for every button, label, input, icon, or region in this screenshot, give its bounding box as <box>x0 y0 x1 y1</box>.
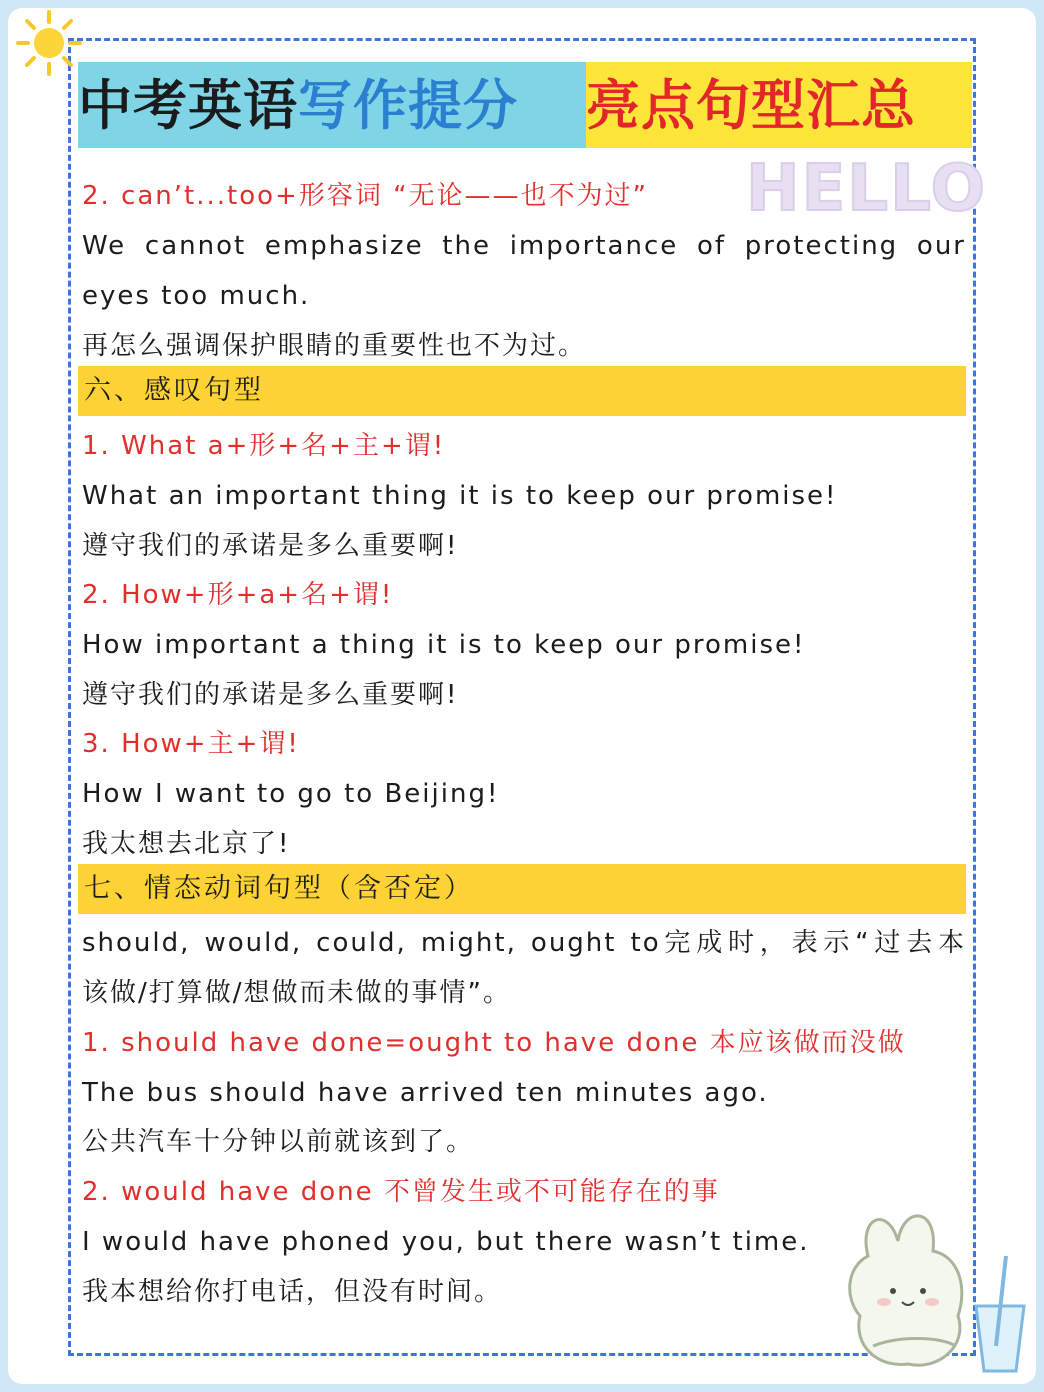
title-right <box>586 62 972 148</box>
title-left <box>78 62 586 148</box>
example-cn: 我本想给你打电话，但没有时间。 <box>82 1277 503 1307</box>
section-heading-modal: 七、情态动词句型（含否定） <box>78 864 966 914</box>
bunny-drink-illustration <box>828 1196 1036 1376</box>
pattern-heading: 2. can’t...too+形容词 “无论——也不为过” <box>82 181 649 211</box>
pattern-heading: 2. How+形+a+名+谓! <box>82 580 394 610</box>
example-cn: 再怎么强调保护眼睛的重要性也不为过。 <box>82 331 587 361</box>
section-heading-exclamation: 六、感叹句型 <box>78 366 966 416</box>
hello-sticker-text: HELLO <box>746 152 987 226</box>
example-cn: 遵守我们的承诺是多么重要啊! <box>82 531 459 561</box>
pattern-heading: 3. How+主+谓! <box>82 729 300 759</box>
example-en: We cannot emphasize the importance of protecting our <box>82 231 966 261</box>
pattern-heading: 1. What a+形+名+主+谓! <box>82 431 446 461</box>
title-part-1: 中考英语 <box>78 73 298 137</box>
title-part-3: 亮点句型汇总 <box>586 73 916 137</box>
title-part-2: 写作提分 <box>298 73 518 137</box>
sun-icon <box>14 8 84 78</box>
example-en: How I want to go to Beijing! <box>82 779 500 809</box>
pattern-heading: 2. would have done 不曾发生或不可能存在的事 <box>82 1177 720 1207</box>
example-en: eyes too much. <box>82 281 311 311</box>
example-cn: 遵守我们的承诺是多么重要啊! <box>82 680 459 710</box>
hello-sticker <box>742 150 987 226</box>
explanation: should, would, could, might, ought to完成时，表示“过去本 <box>82 928 966 958</box>
example-en: What an important thing it is to keep our promise! <box>82 481 838 511</box>
example-en: How important a thing it is to keep our promise! <box>82 630 806 660</box>
explanation: 该做/打算做/想做而未做的事情”。 <box>82 978 511 1008</box>
example-en: The bus should have arrived ten minutes ago. <box>82 1078 769 1108</box>
example-cn: 我太想去北京了! <box>82 829 291 859</box>
pattern-heading: 1. should have done=ought to have done 本应该做而没做 <box>82 1028 906 1058</box>
example-en: I would have phoned you, but there wasn’t time. <box>82 1227 810 1257</box>
example-cn: 公共汽车十分钟以前就该到了。 <box>82 1127 475 1157</box>
